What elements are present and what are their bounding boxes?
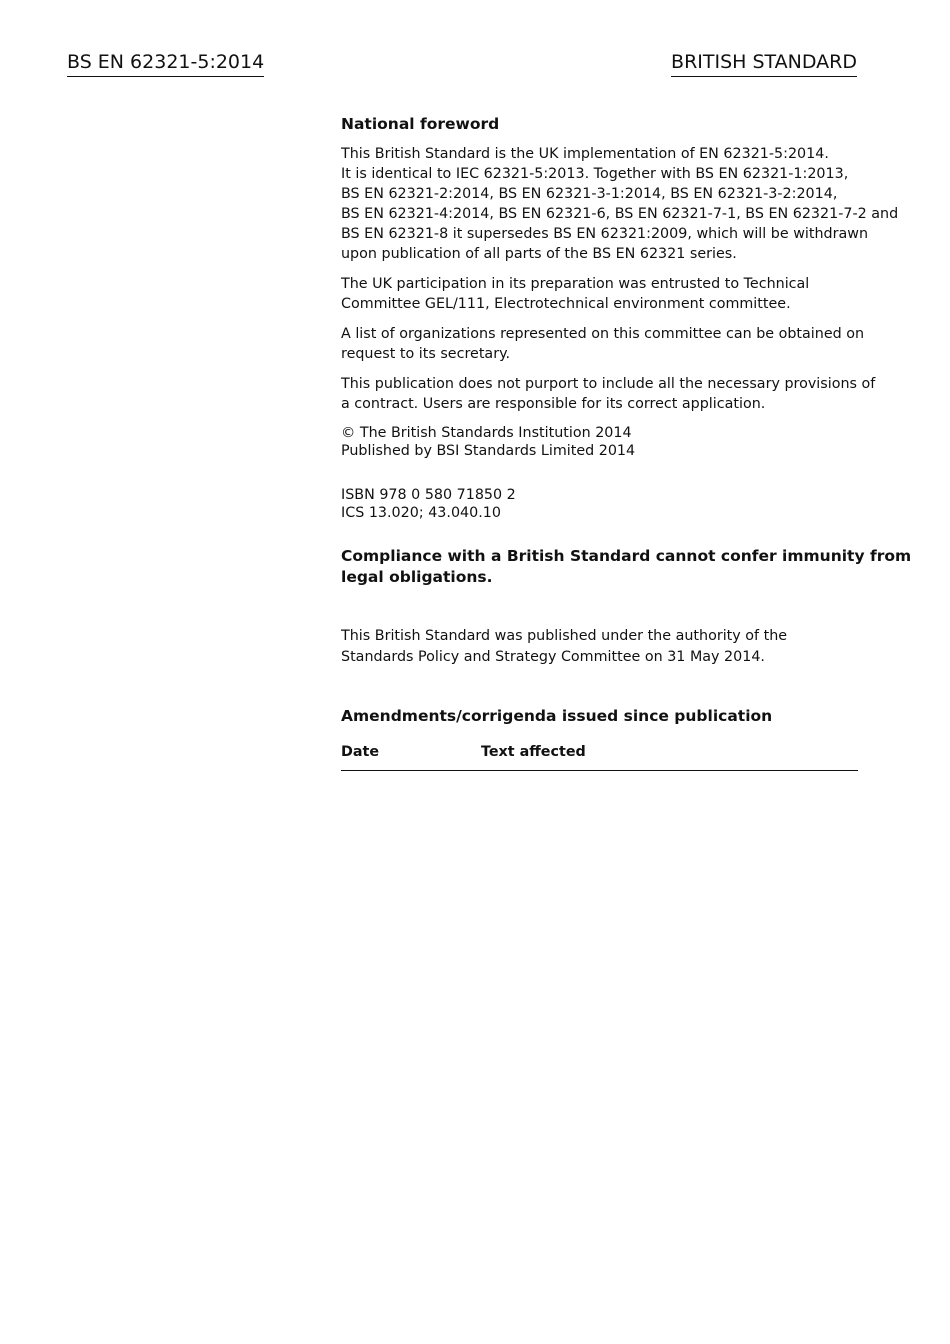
text-line: Compliance with a British Standard cannot confer immunity from bbox=[341, 547, 912, 565]
text-affected-column-header: Text affected bbox=[481, 744, 586, 760]
foreword-paragraph-1 bbox=[341, 144, 899, 264]
copyright-block bbox=[341, 424, 861, 460]
text-line: This publication does not purport to include all the necessary provisions of bbox=[341, 376, 876, 392]
date-column-header: Date bbox=[341, 744, 380, 760]
compliance-statement bbox=[341, 546, 912, 588]
amendments-table-header bbox=[341, 742, 858, 771]
text-line: BS EN 62321-4:2014, BS EN 62321-6, BS EN 62321-7-1, BS EN 62321-7-2 and bbox=[341, 206, 899, 222]
copyright-notice: © The British Standards Institution 2014 bbox=[341, 425, 632, 441]
publisher-notice: Published by BSI Standards Limited 2014 bbox=[341, 443, 636, 459]
foreword-paragraph-3 bbox=[341, 324, 865, 364]
text-line: upon publication of all parts of the BS EN 62321 series. bbox=[341, 246, 737, 262]
foreword-title: National foreword bbox=[341, 115, 500, 133]
amendments-title: Amendments/corrigenda issued since publication bbox=[341, 707, 773, 725]
text-line: It is identical to IEC 62321-5:2013. Together with BS EN 62321-1:2013, bbox=[341, 166, 849, 182]
text-line: request to its secretary. bbox=[341, 346, 511, 362]
text-line: BS EN 62321-8 it supersedes BS EN 62321:2009, which will be withdrawn bbox=[341, 226, 869, 242]
text-line: This British Standard was published under the authority of the bbox=[341, 628, 788, 644]
isbn: ISBN 978 0 580 71850 2 bbox=[341, 487, 516, 503]
document-id: BS EN 62321-5:2014 bbox=[67, 50, 264, 77]
identifier-block bbox=[341, 486, 861, 522]
text-line: Standards Policy and Strategy Committee on 31 May 2014. bbox=[341, 649, 765, 665]
text-line: BS EN 62321-2:2014, BS EN 62321-3-1:2014, BS EN 62321-3-2:2014, bbox=[341, 186, 838, 202]
standard-label: BRITISH STANDARD bbox=[671, 50, 857, 77]
foreword-paragraph-4 bbox=[341, 374, 876, 414]
text-line: Committee GEL/111, Electrotechnical environment committee. bbox=[341, 296, 791, 312]
text-line: A list of organizations represented on this committee can be obtained on bbox=[341, 326, 865, 342]
ics-code: ICS 13.020; 43.040.10 bbox=[341, 505, 501, 521]
text-line: a contract. Users are responsible for its correct application. bbox=[341, 396, 766, 412]
text-line: This British Standard is the UK implementation of EN 62321-5:2014. bbox=[341, 146, 829, 162]
text-line: The UK participation in its preparation was entrusted to Technical bbox=[341, 276, 810, 292]
text-line: legal obligations. bbox=[341, 568, 493, 586]
authority-statement bbox=[341, 626, 861, 668]
national-foreword bbox=[341, 114, 912, 771]
foreword-paragraph-2 bbox=[341, 274, 861, 314]
